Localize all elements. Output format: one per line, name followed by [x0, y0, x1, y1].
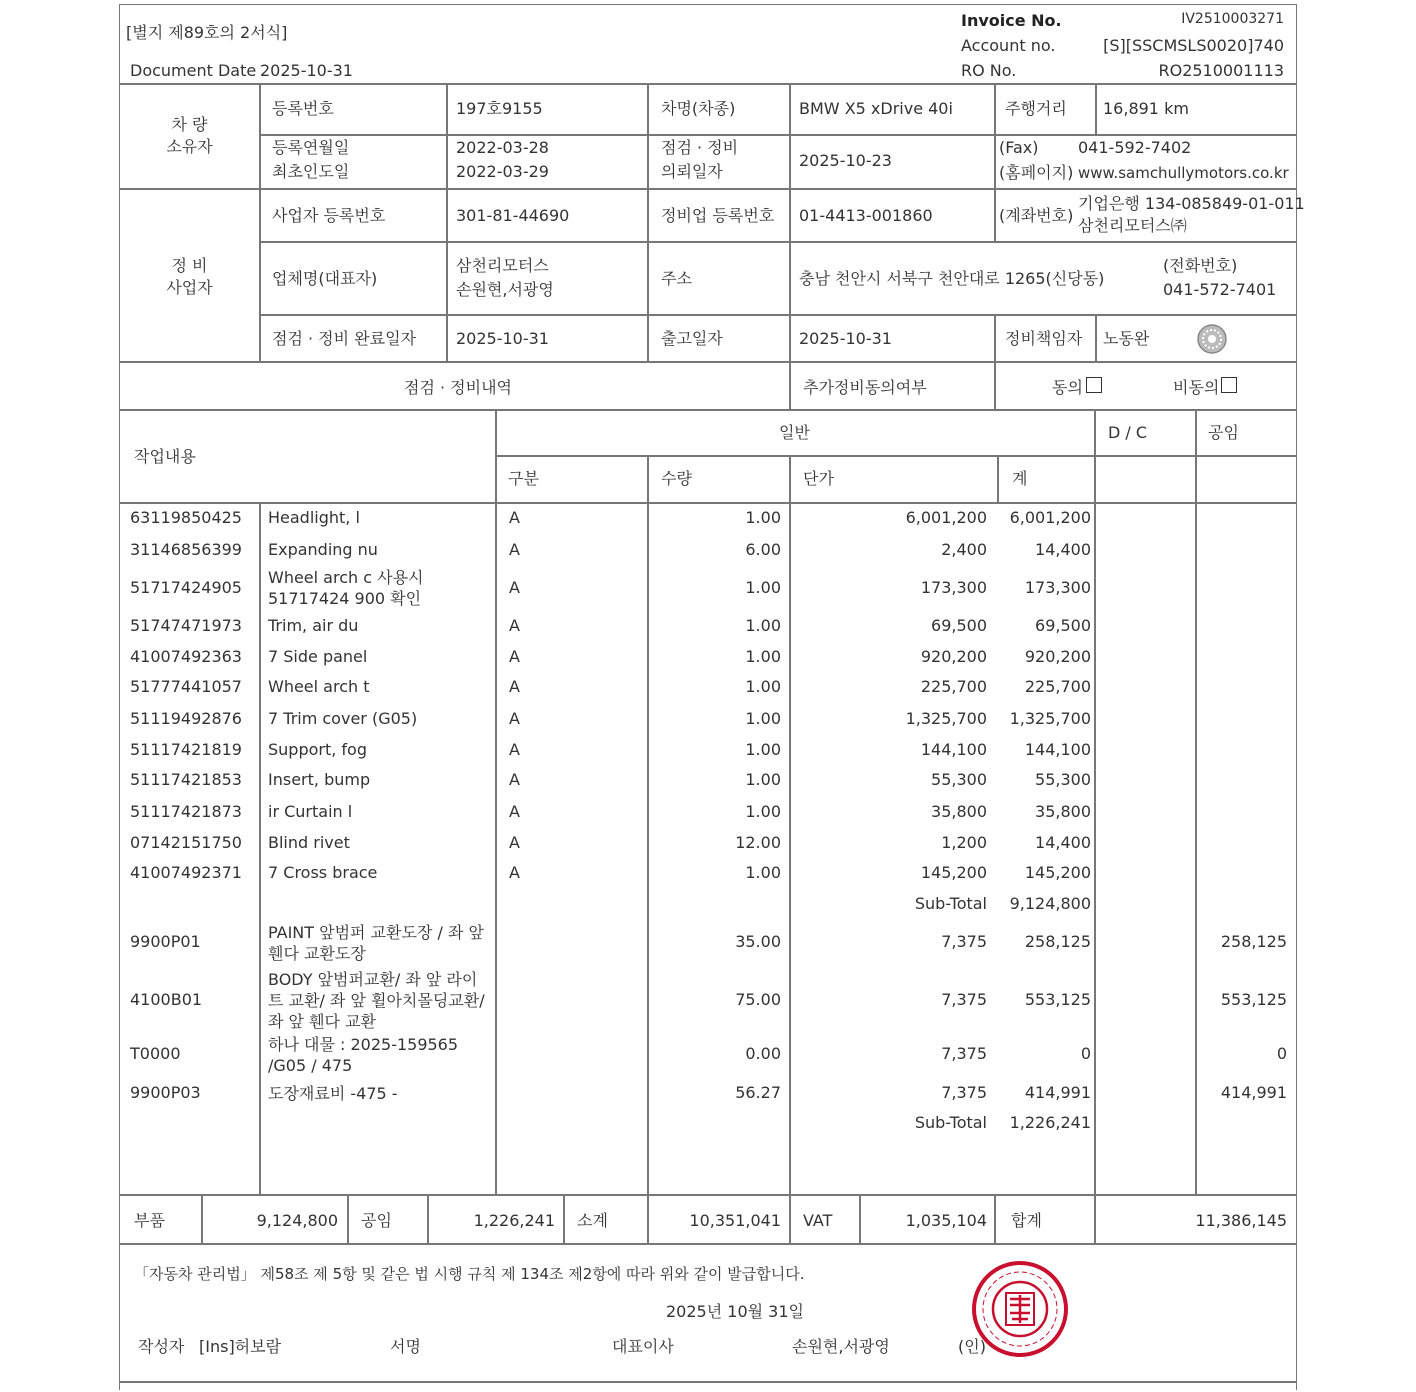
labor-qty: 56.27 [735, 1083, 781, 1102]
fax-label: (Fax) [999, 138, 1039, 157]
signature-label: 서명 [390, 1337, 421, 1356]
reg-no-label: 등록번호 [272, 99, 334, 118]
part-description: 7 Side panel [268, 647, 368, 666]
part-type: A [509, 647, 520, 666]
labor-total-label: 공임 [361, 1211, 392, 1230]
part-description: Expanding nu [268, 540, 378, 559]
release-date-label: 출고일자 [661, 329, 723, 348]
labor-code: T0000 [130, 1044, 181, 1063]
invoice-label: Invoice No. [961, 11, 1062, 30]
owner-section-label-2: 소유자 [166, 137, 213, 156]
first-delivery-label: 최초인도일 [272, 162, 350, 181]
done-date: 2025-10-31 [456, 329, 549, 348]
bank-account: 기업은행 134-085849-01-011 [1078, 194, 1305, 213]
part-qty: 1.00 [745, 802, 781, 821]
labor-description: 하나 대물 : 2025-159565 /G05 / 475 [268, 1034, 459, 1075]
part-price: 2,400 [941, 540, 987, 559]
company-seal-icon [970, 1259, 1070, 1359]
labor-subtotal-label: Sub-Total [914, 1113, 987, 1132]
invoice-number: IV2510003271 [1181, 11, 1284, 27]
release-date: 2025-10-31 [799, 329, 892, 348]
dc-header: D / C [1108, 423, 1148, 442]
part-price: 173,300 [920, 578, 987, 597]
part-code: 51777441057 [130, 677, 242, 696]
part-type: A [509, 578, 520, 597]
part-type: A [509, 833, 520, 852]
part-qty: 12.00 [735, 833, 781, 852]
part-type: A [509, 802, 520, 821]
parts-subtotal-label: Sub-Total [914, 894, 987, 913]
disagree-label: 비동의 [1173, 378, 1220, 397]
ceo-name: 손원현,서광영 [792, 1337, 890, 1356]
address-label: 주소 [661, 269, 692, 288]
labor-qty: 75.00 [735, 990, 781, 1009]
ro-number: RO2510001113 [1158, 61, 1284, 80]
part-description: Wheel arch t [268, 677, 370, 696]
reg-date-label: 등록연월일 [272, 138, 350, 157]
account-no-label: (계좌번호) [999, 206, 1074, 225]
vat: 1,035,104 [905, 1211, 987, 1230]
part-total: 35,800 [1035, 802, 1091, 821]
part-total: 69,500 [1035, 616, 1091, 635]
document-date: 2025-10-31 [260, 61, 353, 80]
part-type: A [509, 540, 520, 559]
part-type: A [509, 770, 520, 789]
agree-checkbox[interactable] [1086, 377, 1102, 393]
part-description: ir Curtain l [268, 802, 353, 821]
part-price: 144,100 [920, 740, 987, 759]
labor-subtotal: 1,226,241 [1009, 1113, 1091, 1132]
part-total: 144,100 [1024, 740, 1091, 759]
labor-total: 1,226,241 [473, 1211, 555, 1230]
labor-qty: 35.00 [735, 932, 781, 951]
part-qty: 1.00 [745, 647, 781, 666]
invoice-document [119, 4, 1305, 1390]
issue-date: 2025년 10월 31일 [666, 1302, 804, 1321]
manager-seal-icon [1196, 323, 1228, 355]
part-description: Wheel arch c 사용시 51717424 900 확인 [268, 568, 424, 608]
labor-price: 7,375 [941, 990, 987, 1009]
model-label: 차명(차종) [661, 99, 736, 118]
part-type: A [509, 677, 520, 696]
part-code: 41007492363 [130, 647, 242, 666]
part-total: 14,400 [1035, 833, 1091, 852]
part-code: 51747471973 [130, 616, 242, 635]
model: BMW X5 xDrive 40i [799, 99, 953, 118]
grand-total-label: 합계 [1011, 1211, 1042, 1230]
part-description: Trim, air du [268, 616, 359, 635]
extra-repair-consent-label: 추가정비동의여부 [803, 378, 927, 397]
labor-total: 414,991 [1024, 1083, 1091, 1102]
part-price: 35,800 [931, 802, 987, 821]
labor-amount: 553,125 [1220, 990, 1287, 1009]
manager-name: 노동완 [1103, 329, 1150, 348]
disagree-checkbox[interactable] [1221, 377, 1237, 393]
part-qty: 1.00 [745, 616, 781, 635]
part-type: A [509, 508, 520, 527]
biz-no: 301-81-44690 [456, 206, 570, 225]
seal-mark-label: (인) [958, 1337, 986, 1356]
part-code: 51717424905 [130, 578, 242, 597]
labor-total: 258,125 [1024, 932, 1091, 951]
part-type: A [509, 709, 520, 728]
part-qty: 1.00 [745, 508, 781, 527]
form-number: [별지 제89호의 2서식] [126, 23, 288, 42]
labor-price: 7,375 [941, 1083, 987, 1102]
address: 충남 천안시 서북구 천안대로 1265(신당동) [799, 269, 1105, 288]
shop-section-label-1: 정 비 [171, 256, 208, 275]
author: [Ins]허보람 [199, 1337, 282, 1356]
part-qty: 1.00 [745, 863, 781, 882]
part-price: 55,300 [931, 770, 987, 789]
labor-header: 공임 [1208, 423, 1239, 442]
vat-label: VAT [803, 1211, 833, 1230]
website-link[interactable]: www.samchullymotors.co.kr [1078, 164, 1289, 182]
part-code: 41007492371 [130, 863, 242, 882]
document-date-label: Document Date [130, 61, 257, 80]
first-delivery-date: 2022-03-29 [456, 162, 549, 181]
part-code: 51117421819 [130, 740, 242, 759]
part-code: 51119492876 [130, 709, 242, 728]
repair-reg-label: 정비업 등록번호 [661, 206, 775, 225]
part-total: 55,300 [1035, 770, 1091, 789]
part-description: Blind rivet [268, 833, 350, 852]
part-code: 31146856399 [130, 540, 242, 559]
request-label-1: 점검 · 정비 [661, 138, 739, 157]
phone-label: (전화번호) [1163, 256, 1238, 275]
account-holder: 삼천리모터스㈜ [1078, 216, 1187, 235]
labor-total: 553,125 [1024, 990, 1091, 1009]
legal-statement: 「자동차 관리법」 제58조 제 5항 및 같은 법 시행 규칙 제 134조 제2항에 따라 위와 같이 발급합니다. [134, 1265, 805, 1283]
request-label-2: 의뢰일자 [661, 162, 723, 181]
part-price: 69,500 [931, 616, 987, 635]
part-description: Headlight, l [268, 508, 360, 527]
part-price: 1,325,700 [905, 709, 987, 728]
labor-description: 도장재료비 -475 - [268, 1084, 398, 1103]
part-type: A [509, 863, 520, 882]
part-qty: 1.00 [745, 770, 781, 789]
biz-no-label: 사업자 등록번호 [272, 206, 386, 225]
repair-reg-no: 01-4413-001860 [799, 206, 933, 225]
labor-code: 9900P03 [130, 1083, 201, 1102]
labor-amount: 414,991 [1220, 1083, 1287, 1102]
author-label: 작성자 [138, 1337, 185, 1356]
company-label: 업체명(대표자) [272, 269, 378, 288]
labor-price: 7,375 [941, 932, 987, 951]
owner-section-label-1: 차 량 [171, 115, 208, 134]
part-total: 1,325,700 [1009, 709, 1091, 728]
labor-code: 4100B01 [130, 990, 203, 1009]
request-date: 2025-10-23 [799, 151, 892, 170]
subtotal: 10,351,041 [689, 1211, 781, 1230]
parts-total: 9,124,800 [256, 1211, 338, 1230]
labor-amount: 0 [1276, 1044, 1287, 1063]
part-qty: 6.00 [745, 540, 781, 559]
website-label: (홈페이지) [999, 163, 1074, 182]
part-total: 225,700 [1024, 677, 1091, 696]
ro-label: RO No. [961, 61, 1017, 80]
part-description: Insert, bump [268, 770, 371, 789]
fax: 041-592-7402 [1078, 138, 1192, 157]
part-price: 1,200 [941, 833, 987, 852]
part-price: 920,200 [920, 647, 987, 666]
labor-description: PAINT 앞범퍼 교환도장 / 좌 앞 휀다 교환도장 [268, 922, 484, 963]
ceo-label: 대표이사 [612, 1337, 674, 1356]
account-label: Account no. [961, 36, 1056, 55]
part-qty: 1.00 [745, 740, 781, 759]
shop-section-label-2: 사업자 [166, 278, 213, 297]
parts-subtotal: 9,124,800 [1009, 894, 1091, 913]
part-code: 51117421853 [130, 770, 242, 789]
part-price: 145,200 [920, 863, 987, 882]
labor-qty: 0.00 [745, 1044, 781, 1063]
col-qty-header: 수량 [661, 469, 692, 488]
mileage: 16,891 km [1103, 99, 1189, 118]
labor-amount: 258,125 [1220, 932, 1287, 951]
part-code: 51117421873 [130, 802, 242, 821]
reg-date: 2022-03-28 [456, 138, 549, 157]
col-total-header: 계 [1012, 469, 1028, 488]
company-name: 삼천리모터스 [456, 256, 549, 275]
account-number: [S][SSCMSLS0020]740 [1103, 36, 1284, 55]
part-total: 6,001,200 [1009, 508, 1091, 527]
grand-total: 11,386,145 [1195, 1211, 1287, 1230]
part-description: 7 Trim cover (G05) [268, 709, 418, 728]
part-type: A [509, 616, 520, 635]
labor-total: 0 [1080, 1044, 1091, 1063]
manager-label: 정비책임자 [1005, 329, 1083, 348]
work-content-header: 작업내용 [134, 447, 196, 466]
part-total: 14,400 [1035, 540, 1091, 559]
part-total: 173,300 [1024, 578, 1091, 597]
labor-price: 7,375 [941, 1044, 987, 1063]
part-total: 920,200 [1024, 647, 1091, 666]
mileage-label: 주행거리 [1005, 99, 1067, 118]
company-rep: 손원현,서광영 [456, 280, 554, 299]
part-qty: 1.00 [745, 578, 781, 597]
labor-description: BODY 앞범퍼교환/ 좌 앞 라이트 교환/ 좌 앞 휠아치몰딩교환/ 좌 앞 휀다 교환 [268, 970, 485, 1031]
done-date-label: 점검 · 정비 완료일자 [272, 329, 416, 348]
labor-code: 9900P01 [130, 932, 201, 951]
subtotal-label: 소계 [577, 1211, 608, 1230]
reg-no: 197호9155 [456, 99, 543, 118]
part-price: 225,700 [920, 677, 987, 696]
phone: 041-572-7401 [1163, 280, 1277, 299]
history-label: 점검 · 정비내역 [404, 378, 512, 397]
agree-label: 동의 [1052, 378, 1083, 397]
col-type-header: 구분 [508, 469, 539, 488]
col-price-header: 단가 [803, 469, 834, 488]
part-price: 6,001,200 [905, 508, 987, 527]
part-total: 145,200 [1024, 863, 1091, 882]
part-description: Support, fog [268, 740, 367, 759]
part-description: 7 Cross brace [268, 863, 378, 882]
part-code: 07142151750 [130, 833, 242, 852]
part-qty: 1.00 [745, 677, 781, 696]
part-qty: 1.00 [745, 709, 781, 728]
general-header: 일반 [779, 423, 810, 442]
part-code: 63119850425 [130, 508, 242, 527]
part-type: A [509, 740, 520, 759]
parts-total-label: 부품 [134, 1211, 165, 1230]
